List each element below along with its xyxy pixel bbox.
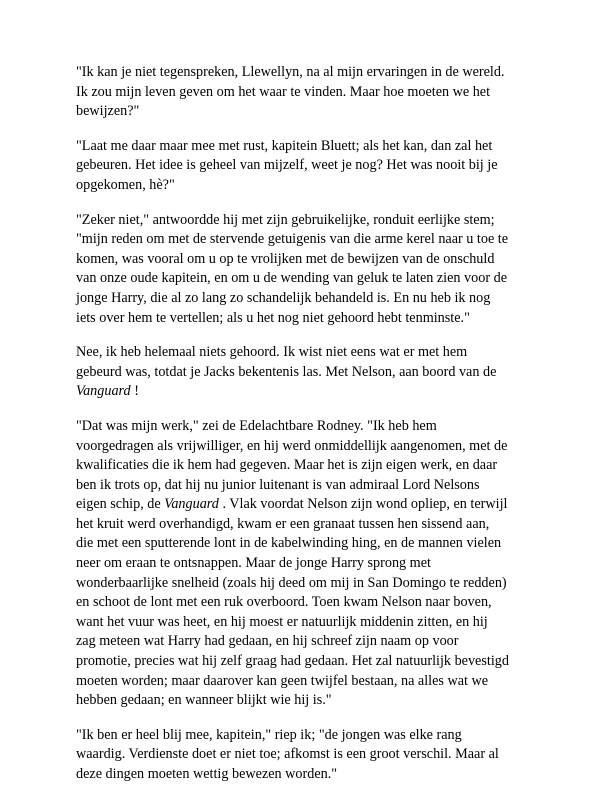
text-line: neer om eraan te ontsnappen. Maar de jonge Harry sprong met [76, 555, 431, 572]
text-line: van onze oude kapitein, en om u de wending van geluk te laten zien voor de [76, 270, 508, 287]
text-line: gebeuren. Het idee is geheel van mijzelf, weet je nog? Het was nooit bij je [76, 157, 498, 174]
text-line: het kruit werd overhandigd, kwam er een granaat tussen hen sissend aan, [76, 515, 490, 532]
text-line: die met een sputterende lont in de kabelwinding hing, en de mannen vielen [76, 535, 502, 552]
text-line-mixed [76, 495, 538, 515]
paragraph-2 [76, 137, 538, 196]
text-line: waardig. Verdienste doet er niet toe; afkomst is een groot verschil. Maar al [76, 746, 499, 763]
text-line: voorgedragen als vrijwilliger, en hij werd onmiddellijk aangenomen, met de [76, 437, 508, 454]
text-line: moeten worden; maar daarover kan geen twijfel bestaan, na alles wat we [76, 672, 489, 689]
document-page [76, 63, 538, 800]
text-line: jonge Harry, die al zo lang zo schandelijk behandeld is. En nu heb ik nog [76, 289, 491, 306]
text-line: gebeurd was, totdat je Jacks bekentenis las. Met Nelson, aan boord van de [76, 363, 497, 380]
text-line: bewijzen?" [76, 103, 140, 120]
paragraph-3 [76, 211, 538, 329]
text-segment: ! [130, 383, 139, 400]
text-line: komen, was vooral om u op te vrolijken met de bewijzen van de onschuld [76, 250, 495, 267]
text-line: deze dingen moeten wettig bewezen worden." [76, 766, 338, 782]
text-line: Nee, ik heb helemaal niets gehoord. Ik wist niet eens wat er met hem [76, 344, 468, 361]
text-line: "Ik kan je niet tegenspreken, Llewellyn, na al mijn ervaringen in de wereld. [76, 64, 505, 80]
text-line: promotie, precies wat hij zelf graag had gedaan. Het zal natuurlijk bevestigd [76, 653, 509, 670]
paragraph-5 [76, 417, 538, 711]
text-line: hebben gedaan; en wanneer blijkt wie hij is." [76, 692, 332, 709]
text-line: ben ik trots op, dat hij nu junior luitenant is van admiraal Lord Nelsons [76, 476, 480, 493]
text-line: opgekomen, hè?" [76, 176, 175, 193]
text-line: "Zeker niet," antwoordde hij met zijn gebruikelijke, ronduit eerlijke stem; [76, 211, 495, 228]
text-line: "mijn reden om met de stervende getuigenis van die arme kerel naar u toe te [76, 231, 509, 248]
text-line: "Laat me daar maar mee met rust, kapitein Bluett; als het kan, dan zal het [76, 137, 493, 154]
text-line: "Dat was mijn werk," zei de Edelachtbare Rodney. "Ik heb hem [76, 417, 437, 434]
text-line: iets over hem te vertellen; als u het nog niet gehoord hebt tenminste." [76, 309, 470, 326]
text-line: Ik zou mijn leven geven om het waar te vinden. Maar hoe moeten we het [76, 83, 491, 100]
paragraph-1 [76, 63, 538, 122]
text-line: en schoot de lont met een ruk overboord. Toen kwam Nelson naar boven, [76, 594, 492, 611]
ship-name-italic: Vanguard [76, 383, 131, 400]
text-segment: . Vlak voordat Nelson zijn wond opliep, en terwijl [218, 496, 508, 513]
ship-name-italic: Vanguard [164, 496, 219, 513]
text-line: "Ik ben er heel blij mee, kapitein," riep ik; "de jongen was elke rang [76, 726, 462, 743]
text-line-mixed [76, 382, 538, 402]
text-line: kwalificaties die ik hem had gegeven. Maar het is zijn eigen werk, en daar [76, 457, 498, 474]
text-segment: eigen schip, de [76, 496, 165, 513]
text-line: wonderbaarlijke snelheid (zoals hij deed om mij in San Domingo te redden) [76, 574, 507, 591]
paragraph-4 [76, 343, 538, 402]
text-line: want het vuur was heet, en hij moest er natuurlijk middenin zitten, en hij [76, 613, 488, 630]
text-line: zag meteen wat Harry had gedaan, en hij schreef zijn naam op voor [76, 633, 459, 650]
